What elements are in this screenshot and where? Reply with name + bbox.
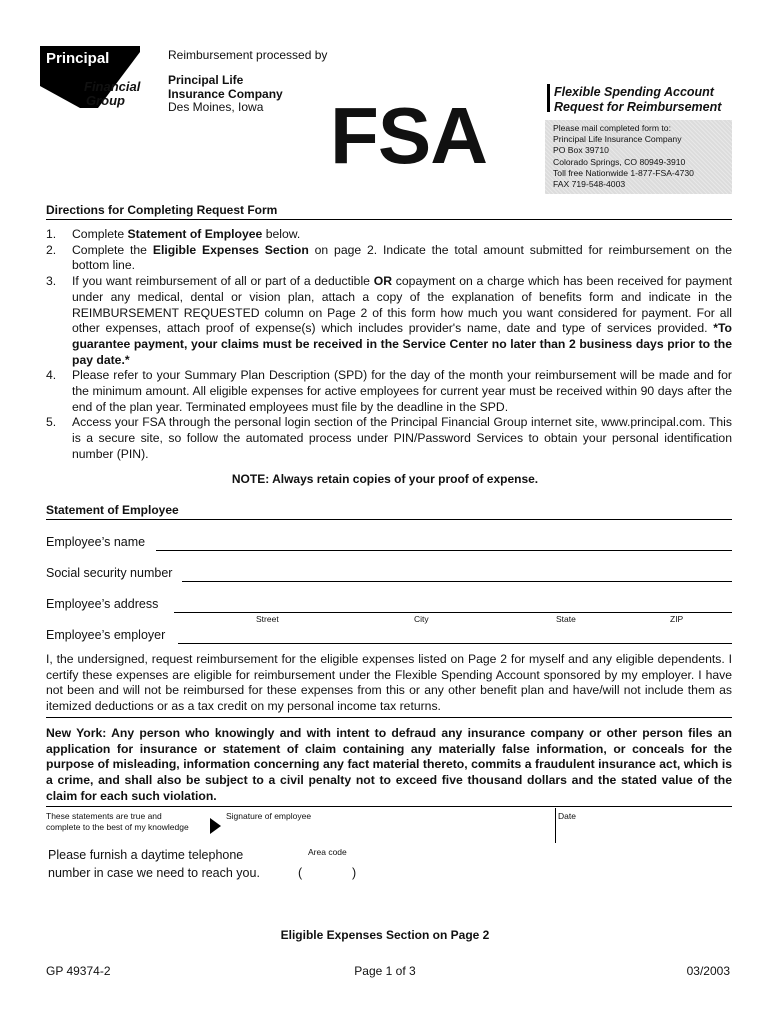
direction-text-run: Please refer to your Summary Plan Description (SPD) for the day of the month your reimbursement will be made and for the minimum amount. All eligible expenses for active employees for current year must be received within 90 days after the end of the plan year. Terminated employees must file by the deadline in the SPD. [72, 368, 732, 414]
direction-text-run: Complete the [72, 242, 153, 257]
direction-text-run: below. [262, 227, 301, 241]
certification-rule [46, 717, 732, 718]
paren-open: ( [298, 866, 303, 880]
direction-item [46, 368, 732, 415]
employee-name-field[interactable] [156, 550, 732, 551]
date-label: Date [558, 811, 576, 821]
paren-close: ) [352, 866, 357, 880]
fsa-big-title: FSA [330, 91, 487, 180]
certification-paragraph: I, the undersigned, request reimbursement for the eligible expenses listed on Page 2 for myself and any eligible dependents. I certify these expenses are eligible for reimbursement under the Flexible Spending Account sponsored by my employer. I have not been and will not be reimbursed for these expenses from this or any other benefit plan and have/will not include them as itemized deductions or as a tax credit on my personal income tax returns. [46, 652, 732, 714]
mailing-address-box [545, 120, 732, 194]
date-field[interactable] [560, 824, 730, 842]
address-state-caption: State [556, 614, 576, 624]
page-number: Page 1 of 3 [354, 964, 416, 978]
date-divider [555, 808, 556, 843]
phone-number-field[interactable] [362, 864, 512, 880]
principal-logo-sub [84, 80, 140, 108]
direction-text [72, 415, 732, 462]
ssn-label: Social security number [46, 566, 173, 580]
direction-text-run: Access your FSA through the personal login section of the Principal Financial Group internet site, www.principal.com. This is a secure site, so follow the automated process under PIN/Password Services to obtain your personal identification number (PIN). [72, 415, 732, 461]
true-line-1: These statements are true and [46, 811, 162, 821]
direction-item [46, 243, 732, 274]
area-code-field[interactable] [306, 864, 350, 880]
mail-line: FAX 719-548-4003 [553, 179, 626, 190]
statement-title: Statement of Employee [46, 503, 179, 517]
address-zip-caption: ZIP [670, 614, 684, 624]
statement-rule [46, 519, 732, 520]
directions-list [46, 227, 732, 463]
new-york-fraud-warning: New York: Any person who knowingly and with intent to defraud any insurance company or other person files an application for insurance or statement of claim containing any materially false information, or conceals for the purpose of misleading, information concerning any fact material thereto, commits a fraudulent insurance act, which is a crime, and shall also be subject to a civil penalty not to exceed five thousand dollars and the stated value of the claim for each such violation. [46, 726, 732, 803]
logo-financial: Financial [84, 79, 141, 94]
principal-logo-text: Principal [46, 50, 110, 67]
processed-by-label: Reimbursement processed by [168, 48, 328, 62]
mail-line: Please mail completed form to: [553, 123, 671, 133]
signature-top-rule [46, 806, 732, 807]
retain-copies-note: NOTE: Always retain copies of your proof of expense. [231, 472, 539, 486]
true-statement [46, 811, 189, 833]
direction-text-run: Complete [72, 227, 128, 241]
phone-line-2: number in case we need to reach you. [48, 866, 260, 880]
company-line-1: Principal Life [168, 73, 244, 87]
direction-emphasis: Statement of Employee [127, 227, 263, 241]
direction-item [46, 415, 732, 462]
direction-number: 5. [46, 415, 57, 430]
address-street-caption: Street [256, 614, 279, 624]
phone-line-1: Please furnish a daytime telephone [48, 848, 244, 862]
direction-number: 3. [46, 274, 57, 289]
title-bar [547, 84, 550, 112]
direction-number: 1. [46, 227, 57, 241]
direction-item [46, 227, 732, 243]
form-title-line-2: Request for Reimbursement [554, 100, 722, 114]
signature-label: Signature of employee [226, 811, 312, 821]
direction-emphasis: OR [373, 274, 393, 289]
mail-line: PO Box 39710 [553, 145, 609, 156]
direction-number: 2. [46, 242, 57, 257]
mail-line: Colorado Springs, CO 80949-3910 [553, 156, 686, 167]
form-number: GP 49374-2 [46, 964, 111, 978]
direction-text-run: If you want reimbursement of all or part of a deductible [72, 274, 374, 289]
form-date: 03/2003 [686, 964, 730, 978]
direction-text [72, 368, 732, 415]
mail-line: Principal Life Insurance Company [553, 134, 682, 145]
employer-field[interactable] [178, 643, 732, 644]
true-line-2: complete to the best of my knowledge [46, 822, 189, 832]
arrow-right-icon [210, 818, 222, 834]
address-label: Employee’s address [46, 597, 159, 611]
direction-emphasis: *To guarantee payment, your claims must be received in the Service Center no later than 2 business days prior to the pay date.* [72, 321, 732, 367]
direction-text-run: copayment on a charge which has been received for payment under any medical, dental or vision plan, attach a copy of the explanation of benefits form and indicate in the REIMBURSEMENT REQUESTED column on Page 2 of this form how much you want considered for payment. For all other expenses, attach proof of expense(s) which includes provider's name, date and type of services provided. [72, 274, 732, 336]
company-location: Des Moines, Iowa [168, 100, 264, 114]
direction-emphasis: Eligible Expenses Section [152, 242, 309, 257]
direction-item [46, 274, 732, 368]
logo-group: Group [86, 93, 125, 108]
area-code-label: Area code [308, 847, 347, 857]
direction-text [72, 227, 732, 243]
direction-number: 4. [46, 368, 57, 383]
address-city-caption: City [414, 614, 429, 624]
direction-text [72, 274, 732, 368]
employee-name-label: Employee’s name [46, 535, 146, 549]
employer-label: Employee’s employer [46, 628, 166, 642]
direction-text-run: on page 2. Indicate the total amount submitted for reimbursement on the bottom line. [72, 242, 733, 273]
address-field[interactable] [174, 612, 732, 613]
ssn-field[interactable] [182, 581, 732, 582]
mail-line: Toll free Nationwide 1-877-FSA-4730 [553, 167, 694, 178]
directions-title: Directions for Completing Request Form [46, 203, 278, 217]
directions-rule [46, 219, 732, 220]
company-line-2: Insurance Company [168, 87, 283, 101]
form-title-line-1: Flexible Spending Account [554, 85, 714, 99]
direction-text [72, 243, 732, 274]
signature-field[interactable] [226, 824, 556, 842]
eligible-expenses-note: Eligible Expenses Section on Page 2 [280, 928, 490, 942]
